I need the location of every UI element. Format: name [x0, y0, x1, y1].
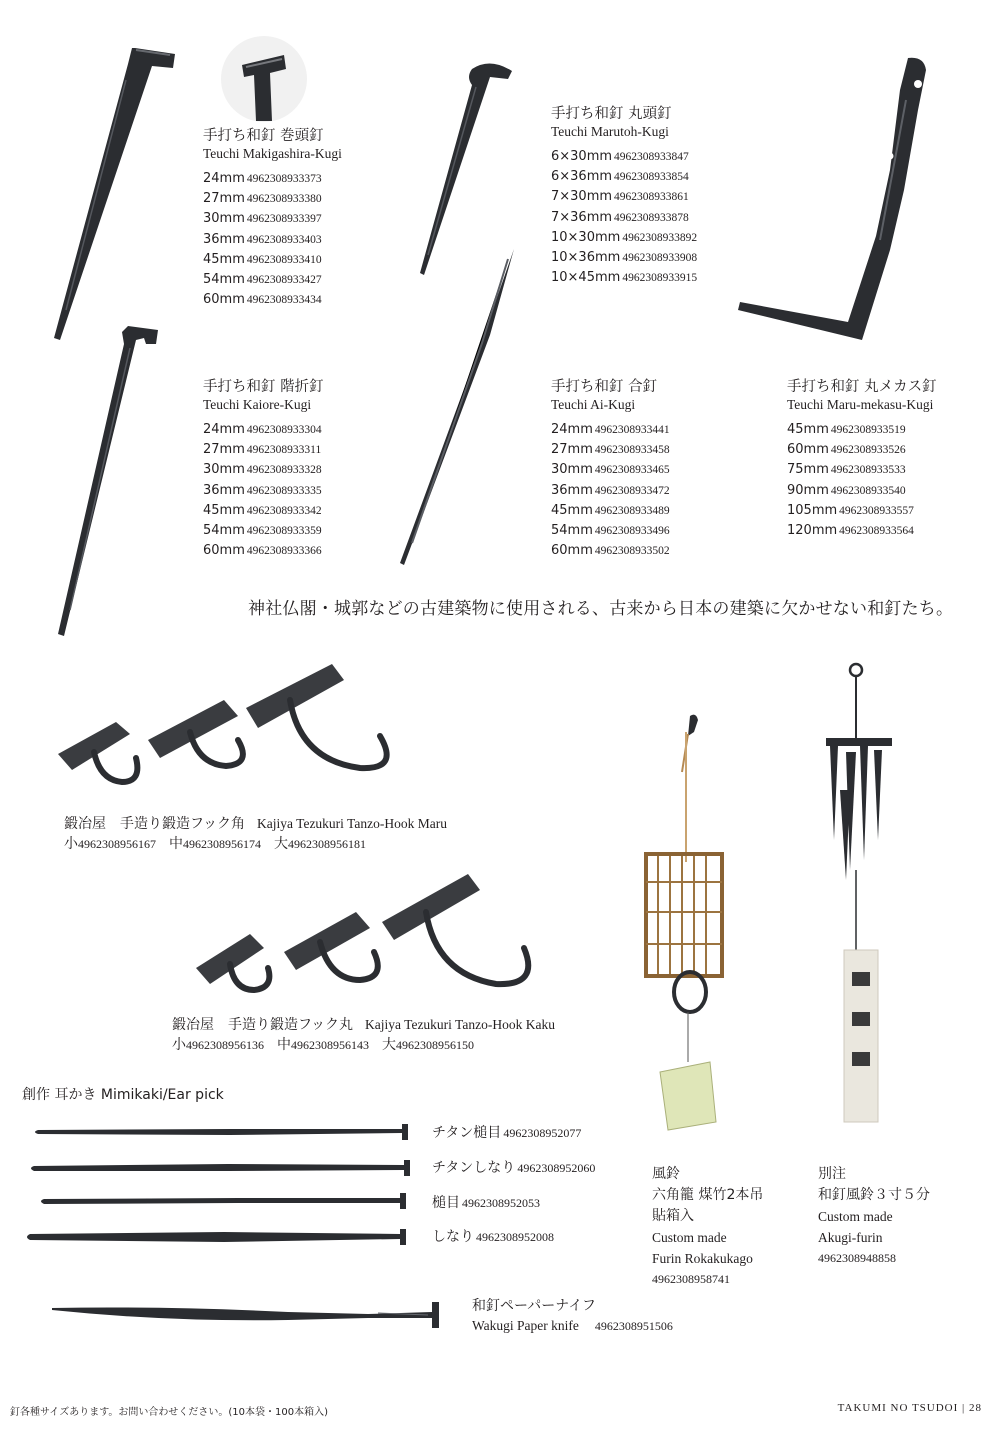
makigashira-subtitle: Teuchi Makigashira-Kugi [203, 146, 342, 161]
furin2-en1: Custom made [818, 1209, 893, 1224]
marumekasu-subtitle: Teuchi Maru-mekasu-Kugi [787, 397, 934, 412]
furin2-line2: 和釘風鈴３寸５分 [818, 1187, 930, 1203]
hook-kaku-title: 鍛冶屋 手造り鍛造フック丸 Kajiya Tezukuri Tanzo-Hook Kaku [172, 1017, 555, 1033]
size-row: 60mm 4962308933526 [787, 442, 906, 458]
size-row: 24mm 4962308933373 [203, 171, 322, 186]
size-row: 45mm 4962308933342 [203, 502, 322, 518]
kaiore-size-list [203, 420, 324, 561]
footer-note: 釘各種サイズあります。お問い合わせください。(10本袋・100本箱入) [10, 1407, 329, 1418]
hook-kaku-image [190, 868, 550, 1008]
ear-pick-label: チタン槌目 4962308952077 [432, 1125, 582, 1141]
marumekasu-nail-image [730, 50, 940, 350]
size-row: 54mm 4962308933359 [203, 523, 322, 539]
akugi-furin-image [820, 660, 900, 1130]
size-row: 10×45mm 4962308933915 [551, 270, 698, 286]
size-row: 30mm 4962308933328 [203, 462, 322, 478]
paper-knife-title: 和釘ペーパーナイフ [472, 1298, 596, 1314]
akugi-furin-block [818, 1164, 930, 1269]
furin1-line2: 六角籠 煤竹2本吊 [652, 1187, 764, 1203]
size-row: 30mm 4962308933397 [203, 211, 322, 227]
ear-pick-tsuchime-image [38, 1191, 413, 1211]
size-row: 10×36mm 4962308933908 [551, 250, 698, 266]
marutoh-subtitle: Teuchi Marutoh-Kugi [551, 124, 669, 139]
hook-maru-codes: 小4962308956167 中4962308956174 大4962308956181 [64, 836, 366, 852]
size-row: 36mm 4962308933403 [203, 231, 322, 247]
marutoh-block [551, 105, 697, 288]
size-row: 45mm 4962308933489 [551, 502, 670, 518]
makigashira-block [203, 127, 342, 310]
size-row: 60mm 4962308933434 [203, 292, 322, 308]
size-row: 75mm 4962308933533 [787, 462, 906, 478]
ear-pick-heading: 創作 耳かき Mimikaki/Ear pick [22, 1087, 224, 1103]
kaiore-title: 手打ち和釘 階折釘 [203, 379, 324, 395]
furin2-line1: 別注 [818, 1166, 846, 1182]
hook-maru-block [64, 814, 447, 854]
size-row: 36mm 4962308933335 [203, 482, 322, 498]
ai-block [551, 378, 670, 561]
marutoh-size-list [551, 147, 697, 288]
makigashira-size-list [203, 169, 342, 310]
size-row: 36mm 4962308933472 [551, 482, 670, 498]
ear-pick-shinari-image [24, 1226, 414, 1248]
footer-brand: TAKUMI NO TSUDOI | 28 [837, 1402, 982, 1414]
hook-kaku-block [172, 1015, 555, 1055]
marumekasu-block [787, 378, 937, 541]
kaiore-nail-image [50, 320, 170, 640]
size-row: 7×30mm 4962308933861 [551, 189, 689, 205]
size-row: 27mm 4962308933311 [203, 442, 322, 458]
size-row: 27mm 4962308933380 [203, 191, 322, 207]
hook-maru-title: 鍛冶屋 手造り鍛造フック角 Kajiya Tezukuri Tanzo-Hook Maru [64, 816, 447, 832]
size-row: 60mm 4962308933502 [551, 543, 670, 559]
hook-kaku-codes: 小4962308956136 中4962308956143 大4962308956150 [172, 1037, 474, 1053]
size-row: 6×36mm 4962308933854 [551, 169, 689, 185]
size-row: 24mm 4962308933304 [203, 422, 322, 437]
furin2-en2: Akugi-furin [818, 1230, 883, 1245]
size-row: 105mm 4962308933557 [787, 502, 914, 518]
size-row: 90mm 4962308933540 [787, 482, 906, 498]
size-row: 6×30mm 4962308933847 [551, 149, 689, 164]
furin1-line3: 貼箱入 [652, 1208, 694, 1224]
size-row: 27mm 4962308933458 [551, 442, 670, 458]
paper-knife-block [472, 1296, 673, 1336]
size-row: 120mm 4962308933564 [787, 523, 914, 539]
furin1-en2: Furin Rokakukago [652, 1251, 753, 1266]
size-row: 45mm 4962308933410 [203, 251, 322, 267]
marumekasu-title: 手打ち和釘 丸メカス釘 [787, 379, 937, 395]
ear-pick-titanium-tsuchime-image [30, 1122, 415, 1142]
furin-rokakukago-image [638, 712, 730, 1132]
size-row: 24mm 4962308933441 [551, 422, 670, 437]
marumekasu-size-list [787, 420, 937, 541]
size-row: 10×30mm 4962308933892 [551, 229, 698, 245]
makigashira-head-detail-image [220, 35, 308, 123]
ai-nail-image [390, 245, 520, 570]
makigashira-title: 手打ち和釘 巻頭釘 [203, 128, 324, 144]
furin1-code: 4962308958741 [652, 1272, 730, 1286]
ear-pick-label: チタンしなり 4962308952060 [432, 1160, 596, 1176]
paper-knife-image [48, 1298, 443, 1332]
ai-subtitle: Teuchi Ai-Kugi [551, 397, 636, 412]
ear-pick-label: 槌目 4962308952053 [432, 1195, 540, 1211]
size-row: 54mm 4962308933427 [203, 272, 322, 288]
marutoh-title: 手打ち和釘 丸頭釘 [551, 106, 672, 122]
size-row: 45mm 4962308933519 [787, 422, 906, 437]
hook-maru-image [50, 660, 410, 800]
size-row: 7×36mm 4962308933878 [551, 209, 689, 225]
kaiore-block [203, 378, 324, 561]
ai-size-list [551, 420, 670, 561]
ear-pick-label: しなり 4962308952008 [432, 1229, 554, 1245]
tagline: 神社仏閣・城郭などの古建築物に使用される、古来から日本の建築に欠かせない和釘たち。 [248, 599, 954, 619]
size-row: 54mm 4962308933496 [551, 523, 670, 539]
size-row: 30mm 4962308933465 [551, 462, 670, 478]
ai-title: 手打ち和釘 合釘 [551, 379, 658, 395]
kaiore-subtitle: Teuchi Kaiore-Kugi [203, 397, 312, 412]
size-row: 60mm 4962308933366 [203, 543, 322, 559]
furin2-code: 4962308948858 [818, 1251, 896, 1265]
ear-pick-titanium-shinari-image [28, 1158, 418, 1178]
furin1-line1: 風鈴 [652, 1166, 680, 1182]
furin1-en1: Custom made [652, 1230, 727, 1245]
paper-knife-code: Wakugi Paper knife 4962308951506 [472, 1318, 673, 1333]
furin-rokakukago-block [652, 1164, 763, 1290]
makigashira-nail-image [40, 40, 180, 350]
